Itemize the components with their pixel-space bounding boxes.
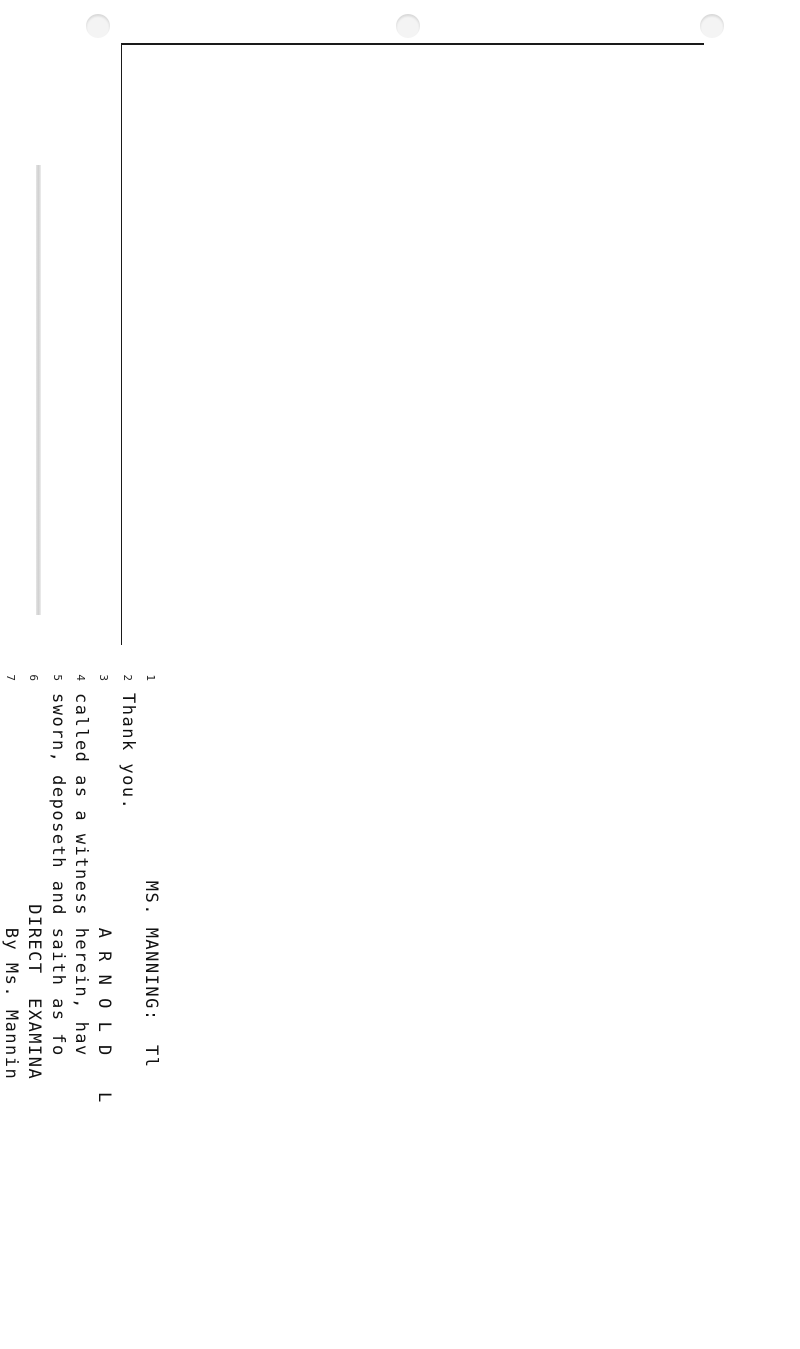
transcript-line bbox=[115, 649, 138, 1349]
line-text: sworn, deposeth and saith as fo bbox=[47, 693, 68, 1057]
line-number: 6 bbox=[27, 674, 41, 681]
line-text: MS. MANNING: Tl bbox=[141, 693, 161, 1069]
scan-edge-shadow bbox=[36, 165, 41, 615]
line-number: 4 bbox=[74, 674, 88, 681]
transcript-line bbox=[45, 649, 68, 1349]
punch-hole-center bbox=[396, 14, 420, 38]
punch-hole-right bbox=[700, 14, 724, 38]
line-number: 3 bbox=[97, 674, 111, 681]
transcript-lines bbox=[0, 649, 162, 1349]
line-number: 2 bbox=[120, 674, 134, 681]
line-number: 5 bbox=[50, 674, 64, 681]
transcript-line bbox=[139, 649, 162, 1349]
line-number: 1 bbox=[144, 674, 157, 681]
transcript-line bbox=[22, 649, 45, 1349]
line-text: called as a witness herein, hav bbox=[71, 693, 92, 1057]
transcript-line bbox=[69, 649, 92, 1349]
line-text: A R N O L D L bbox=[94, 693, 115, 1104]
line-number: 7 bbox=[4, 674, 18, 681]
transcript-line bbox=[0, 649, 22, 1349]
line-text: DIRECT EXAMINA bbox=[24, 693, 45, 1081]
transcript-line bbox=[92, 649, 115, 1349]
transcript-page bbox=[1, 43, 704, 1104]
line-text: By Ms. Mannin bbox=[1, 693, 22, 1081]
punch-hole-left bbox=[86, 14, 110, 38]
line-text: Thank you. bbox=[117, 693, 138, 811]
